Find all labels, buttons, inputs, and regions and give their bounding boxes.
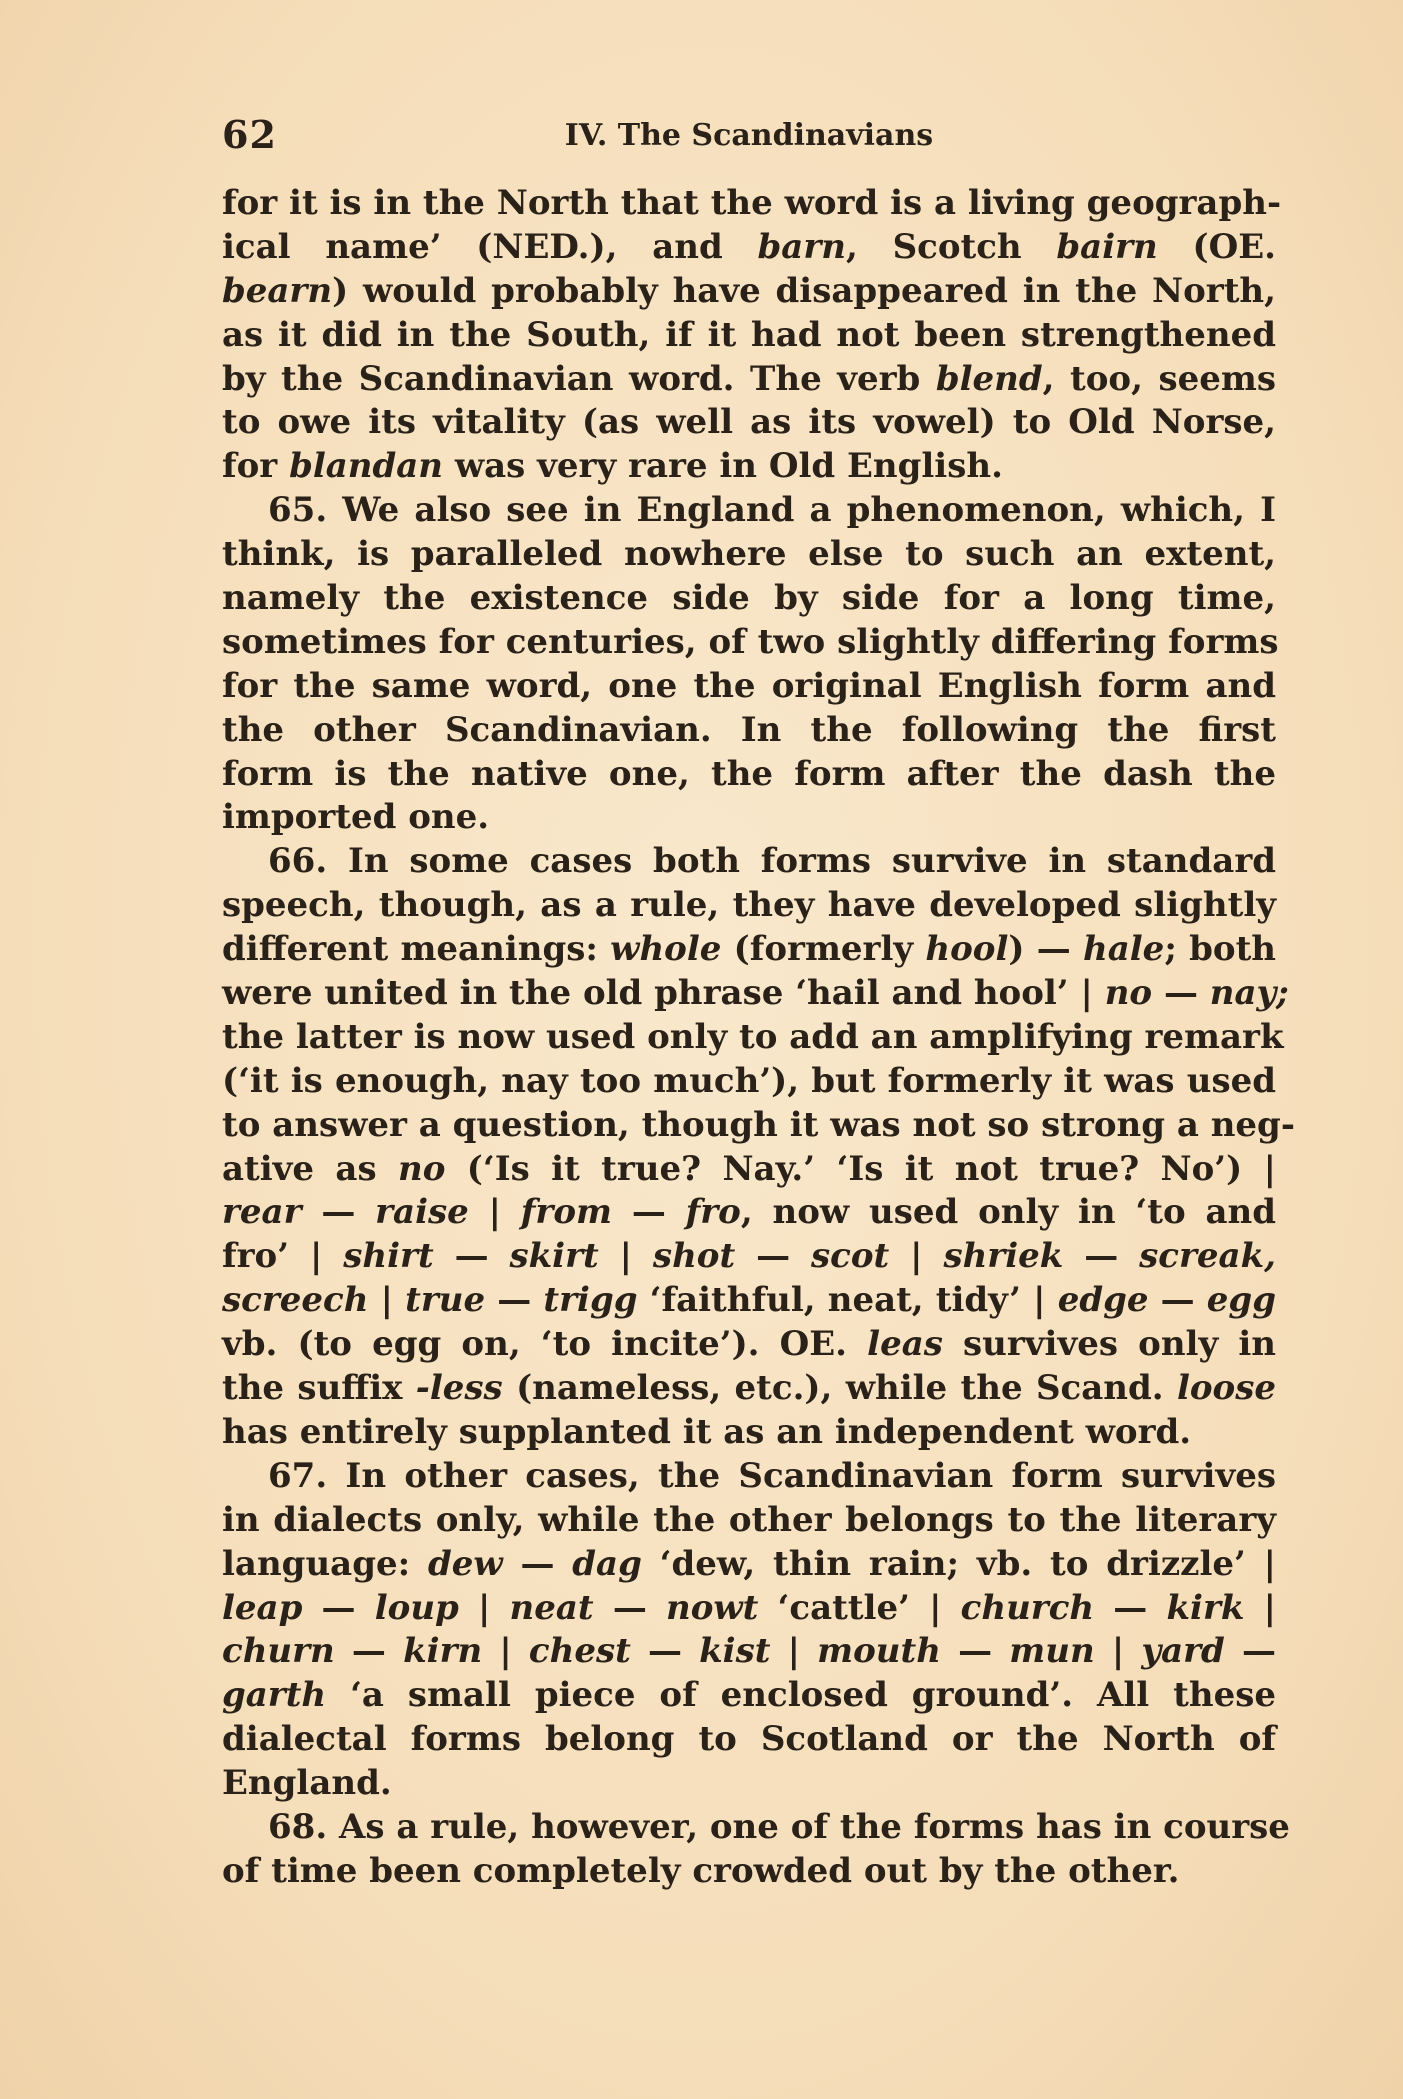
text-line bbox=[222, 840, 1276, 884]
italic-word: bearn bbox=[222, 270, 333, 311]
italic-word: mun bbox=[1009, 1631, 1095, 1672]
italic-word: blandan bbox=[289, 446, 444, 487]
text-run: 68. As a rule, however, one of the forms has in course bbox=[268, 1806, 1290, 1847]
text-run: | bbox=[1244, 1587, 1276, 1628]
text-line bbox=[222, 621, 1279, 665]
text-run: language: bbox=[222, 1543, 428, 1584]
italic-word: kist bbox=[699, 1631, 771, 1672]
text-run: (OE. bbox=[1157, 226, 1276, 267]
text-line bbox=[222, 1323, 1276, 1367]
text-run: 66. In some cases both forms survive in standard bbox=[268, 841, 1276, 882]
italic-word: church bbox=[960, 1587, 1095, 1628]
text-line bbox=[222, 533, 1276, 577]
text-line bbox=[222, 1455, 1276, 1499]
text-line bbox=[222, 665, 1276, 709]
text-run: (nameless, etc.), while the Scand. bbox=[502, 1368, 1177, 1409]
text-run: — bbox=[485, 1280, 544, 1321]
text-run: | bbox=[889, 1236, 944, 1277]
text-run: — bbox=[302, 1587, 375, 1628]
text-line bbox=[222, 1411, 1276, 1455]
text-line bbox=[222, 1367, 1276, 1411]
text-line bbox=[222, 928, 1276, 972]
text-run: ‘a small piece of enclosed ground’. All these bbox=[326, 1675, 1276, 1716]
text-line bbox=[222, 972, 1289, 1016]
text-run: were united in the old phrase ‘hail and hool’ | bbox=[222, 973, 1105, 1014]
text-run: — bbox=[940, 1631, 1010, 1672]
text-line bbox=[222, 226, 1276, 270]
italic-word: kirk bbox=[1166, 1587, 1245, 1628]
text-line bbox=[222, 1148, 1276, 1192]
text-run: ical name’ (NED.), and bbox=[222, 226, 758, 267]
text-run: ‘dew, thin rain; vb. to drizzle’ | bbox=[641, 1543, 1277, 1584]
text-line bbox=[222, 1630, 1276, 1674]
text-line bbox=[222, 1543, 1276, 1587]
text-run: (‘Is it true? Nay.’ ‘Is it not true? No’) | bbox=[445, 1148, 1276, 1189]
text-run: to owe its vitality (as well as its vowel) to Old Norse, bbox=[222, 402, 1276, 443]
italic-word: loup bbox=[374, 1587, 459, 1628]
text-line bbox=[222, 1060, 1276, 1104]
italic-word: nowt bbox=[666, 1587, 759, 1628]
text-run: form is the native one, the form after the dash the bbox=[222, 753, 1276, 794]
text-line bbox=[222, 1016, 1284, 1060]
italic-word: screak, bbox=[1139, 1236, 1276, 1277]
text-run: — bbox=[1224, 1631, 1276, 1672]
text-line bbox=[222, 1718, 1276, 1762]
text-run: — bbox=[612, 1192, 686, 1233]
italic-word: fro bbox=[685, 1192, 741, 1233]
text-run: — bbox=[1094, 1587, 1167, 1628]
italic-word: skirt bbox=[509, 1236, 599, 1277]
italic-word: edge bbox=[1057, 1280, 1149, 1321]
italic-word: dew bbox=[427, 1543, 503, 1584]
text-run: (formerly bbox=[721, 929, 926, 970]
text-run: — bbox=[1063, 1236, 1140, 1277]
text-line bbox=[222, 1235, 1276, 1279]
italic-word: from bbox=[520, 1192, 612, 1233]
text-run: | bbox=[468, 1192, 521, 1233]
text-run: — bbox=[433, 1236, 510, 1277]
text-run: namely the existence side by side for a long time, bbox=[222, 578, 1276, 619]
text-run: the suffix bbox=[222, 1368, 416, 1409]
text-run: for the same word, one the original English form and bbox=[222, 665, 1276, 706]
text-line bbox=[222, 270, 1276, 314]
page-number: 62 bbox=[222, 112, 277, 157]
italic-word: barn bbox=[757, 226, 846, 267]
text-run: as it did in the South, if it had not been strengthened bbox=[222, 314, 1276, 355]
text-run: ) — bbox=[1008, 929, 1084, 970]
text-run: the other Scandinavian. In the following the first bbox=[222, 709, 1276, 750]
text-run: | bbox=[368, 1280, 406, 1321]
text-line bbox=[222, 1587, 1276, 1631]
text-run: — bbox=[1148, 1280, 1207, 1321]
text-run: the latter is now used only to add an amplifying remark bbox=[222, 1016, 1284, 1057]
text-run: ) would probably have disappeared in the North, bbox=[332, 270, 1276, 311]
italic-word: egg bbox=[1206, 1280, 1276, 1321]
italic-word: shot bbox=[652, 1236, 736, 1277]
italic-word: hale bbox=[1083, 929, 1165, 970]
text-run: speech, though, as a rule, they have developed slightly bbox=[222, 885, 1276, 926]
text-run: dialectal forms belong to Scotland or the North of bbox=[222, 1719, 1276, 1760]
text-line bbox=[222, 1850, 1276, 1894]
text-line bbox=[222, 1279, 1276, 1323]
italic-word: mouth bbox=[817, 1631, 941, 1672]
text-run: for it is in the North that the word is a living geograph- bbox=[222, 183, 1282, 223]
text-run: by the Scandinavian word. The verb bbox=[222, 358, 936, 399]
italic-word: garth bbox=[222, 1675, 327, 1716]
text-line bbox=[222, 753, 1276, 797]
text-line bbox=[222, 1191, 1276, 1235]
italic-word: chest bbox=[528, 1631, 631, 1672]
italic-word: hool bbox=[925, 929, 1009, 970]
text-line bbox=[222, 489, 1276, 533]
text-line bbox=[222, 358, 1276, 402]
italic-word: dag bbox=[572, 1543, 642, 1584]
italic-word: whole bbox=[610, 929, 722, 970]
text-run: | bbox=[458, 1587, 510, 1628]
italic-word: no bbox=[398, 1148, 446, 1189]
text-run: ative as bbox=[222, 1148, 398, 1189]
text-run: ; both bbox=[1164, 929, 1277, 970]
text-line bbox=[222, 1674, 1276, 1718]
text-run: — bbox=[301, 1192, 376, 1233]
body-text bbox=[222, 182, 1295, 1894]
text-run: , too, seems bbox=[1042, 358, 1276, 399]
text-run: — bbox=[502, 1543, 573, 1584]
running-head: IV. The Scandinavians bbox=[564, 118, 934, 153]
text-run: has entirely supplanted it as an independent word. bbox=[222, 1411, 1192, 1452]
text-line bbox=[222, 401, 1276, 445]
text-run: | bbox=[482, 1631, 529, 1672]
text-run: — bbox=[593, 1587, 666, 1628]
italic-word: leas bbox=[867, 1324, 943, 1365]
italic-word: yard bbox=[1141, 1631, 1225, 1672]
italic-word: true bbox=[405, 1280, 486, 1321]
italic-word: screech bbox=[222, 1280, 369, 1321]
text-line bbox=[222, 1499, 1276, 1543]
text-run: in dialects only, while the other belongs to the literary bbox=[222, 1499, 1276, 1540]
text-run: different meanings: bbox=[222, 929, 611, 970]
text-run: | bbox=[1094, 1631, 1142, 1672]
text-run: ‘faithful, neat, tidy’ | bbox=[637, 1280, 1058, 1321]
text-run: , now used only in ‘to and bbox=[740, 1192, 1276, 1233]
text-run: of time been completely crowded out by the other. bbox=[222, 1850, 1180, 1891]
text-line bbox=[222, 1806, 1290, 1850]
text-line bbox=[222, 1104, 1295, 1148]
italic-word: no bbox=[1104, 973, 1153, 1014]
text-run: | bbox=[598, 1236, 653, 1277]
text-run: vb. (to egg on, ‘to incite’). OE. bbox=[222, 1324, 868, 1365]
text-run: — bbox=[334, 1631, 404, 1672]
italic-word: bairn bbox=[1056, 226, 1158, 267]
italic-word: kirn bbox=[403, 1631, 483, 1672]
text-run: imported one. bbox=[222, 797, 490, 838]
text-run: England. bbox=[222, 1763, 392, 1804]
italic-word: shriek bbox=[943, 1236, 1064, 1277]
text-line bbox=[222, 314, 1276, 358]
text-line bbox=[222, 577, 1276, 621]
italic-word: shirt bbox=[343, 1236, 434, 1277]
text-run: (‘it is enough, nay too much’), but formerly it was used bbox=[222, 1060, 1276, 1101]
text-run: — bbox=[735, 1236, 811, 1277]
text-run: — bbox=[630, 1631, 700, 1672]
text-run: 67. In other cases, the Scandinavian form survives bbox=[268, 1455, 1276, 1496]
italic-word: leap bbox=[222, 1587, 303, 1628]
text-line bbox=[222, 884, 1276, 928]
text-run: , Scotch bbox=[845, 226, 1057, 267]
italic-word: -less bbox=[415, 1368, 503, 1409]
text-run: for bbox=[222, 446, 290, 487]
italic-word: scot bbox=[811, 1236, 890, 1277]
italic-word: neat bbox=[509, 1587, 594, 1628]
text-line bbox=[222, 796, 1276, 840]
text-run: to answer a question, though it was not so strong a neg- bbox=[222, 1104, 1295, 1145]
text-run: ‘cattle’ | bbox=[758, 1587, 961, 1628]
italic-word: rear bbox=[222, 1192, 302, 1233]
text-line bbox=[222, 709, 1276, 753]
text-line bbox=[222, 445, 1276, 489]
text-run: — bbox=[1152, 973, 1210, 1014]
text-line bbox=[222, 182, 1282, 226]
text-line bbox=[222, 1762, 1276, 1806]
text-run: fro’ | bbox=[222, 1236, 344, 1277]
italic-word: raise bbox=[375, 1192, 469, 1233]
italic-word: nay; bbox=[1209, 973, 1289, 1014]
italic-word: loose bbox=[1176, 1368, 1276, 1409]
text-run: was very rare in Old English. bbox=[443, 446, 1003, 487]
italic-word: churn bbox=[222, 1631, 335, 1672]
text-run: | bbox=[770, 1631, 818, 1672]
italic-word: blend bbox=[935, 358, 1043, 399]
text-run: survives only in bbox=[942, 1324, 1276, 1365]
text-run: think, is paralleled nowhere else to such an extent, bbox=[222, 534, 1276, 575]
text-run: 65. We also see in England a phenomenon, which, I bbox=[268, 490, 1276, 531]
page-header bbox=[222, 112, 1276, 162]
text-run: sometimes for centuries, of two slightly differing forms bbox=[222, 621, 1279, 662]
italic-word: trigg bbox=[543, 1280, 638, 1321]
